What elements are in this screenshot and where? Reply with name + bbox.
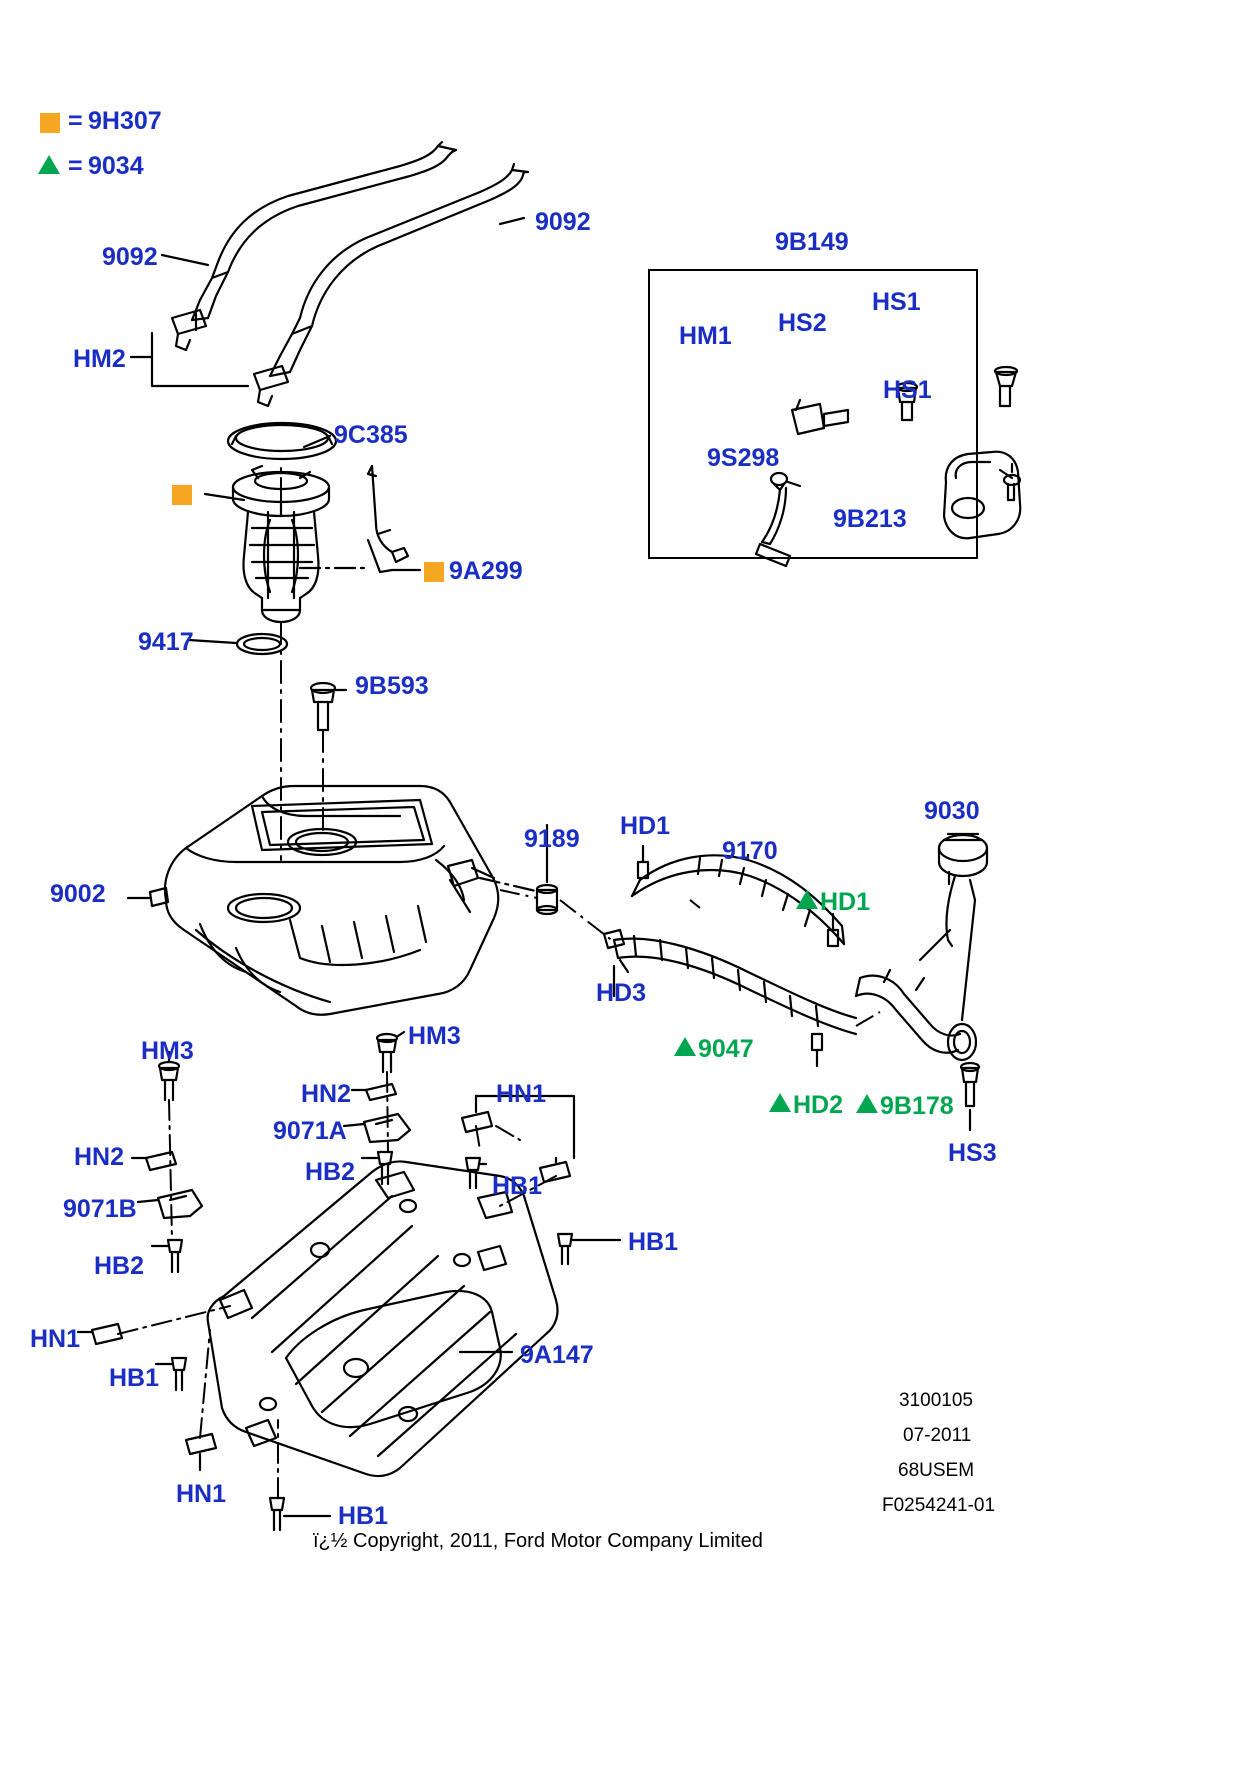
callout-hd1-top: HD1: [620, 812, 671, 840]
legend-triangle-eq: =: [68, 152, 83, 180]
marker-square-9h307-pump: [172, 485, 192, 505]
callout-9170: 9170: [722, 837, 778, 865]
footer-line-1: 3100105: [899, 1390, 973, 1411]
callout-hn2-left: HN2: [74, 1143, 125, 1171]
callout-9b178: 9B178: [880, 1092, 954, 1120]
callout-hb1-upper: HB1: [492, 1172, 543, 1200]
callout-hb1-bottom: HB1: [338, 1502, 389, 1530]
legend-square-eq: =: [68, 107, 83, 135]
callout-hs3: HS3: [948, 1139, 997, 1167]
inset-label-hs1-right: HS1: [883, 376, 932, 404]
callout-9092-left: 9092: [102, 243, 158, 271]
callout-hm2: HM2: [73, 345, 126, 373]
callout-9417: 9417: [138, 628, 194, 656]
inset-label-hm1: HM1: [679, 322, 732, 350]
marker-triangle-9034-hd1: [796, 890, 818, 909]
callout-hb2-right: HB2: [305, 1158, 356, 1186]
callout-9189: 9189: [524, 825, 580, 853]
callout-9002: 9002: [50, 880, 106, 908]
marker-square-9h307-sender: [424, 562, 444, 582]
callout-9047: 9047: [698, 1035, 754, 1063]
legend-triangle-label: 9034: [88, 152, 144, 180]
callout-hn1-bottom: HN1: [176, 1480, 227, 1508]
inset-title-9b149: 9B149: [775, 228, 849, 256]
inset-label-9b213: 9B213: [833, 505, 907, 533]
legend-triangle-swatch: [38, 155, 60, 174]
callout-hm3-left: HM3: [141, 1037, 194, 1065]
legend-square-swatch: [40, 113, 60, 133]
callout-9c385: 9C385: [334, 421, 408, 449]
footer-line-4: F0254241-01: [882, 1495, 996, 1516]
callout-hm3-right: HM3: [408, 1022, 461, 1050]
inset-label-9s298: 9S298: [707, 444, 780, 472]
callout-hn2-right: HN2: [301, 1080, 352, 1108]
callout-hb1-right: HB1: [628, 1228, 679, 1256]
callout-9071b: 9071B: [63, 1195, 137, 1223]
callout-9071a: 9071A: [273, 1117, 347, 1145]
callout-hb2-left: HB2: [94, 1252, 145, 1280]
callout-9a299: 9A299: [449, 557, 523, 585]
legend-square-label: 9H307: [88, 107, 162, 135]
callout-9b593: 9B593: [355, 672, 429, 700]
callout-hd3: HD3: [596, 979, 647, 1007]
inset-label-hs1-top: HS1: [872, 288, 921, 316]
callout-9092-right: 9092: [535, 208, 591, 236]
marker-triangle-9034-9047: [674, 1037, 696, 1056]
marker-triangle-9034-9b178: [856, 1094, 878, 1113]
callout-9a147: 9A147: [520, 1341, 594, 1369]
copyright-text: ï¿½ Copyright, 2011, Ford Motor Company Limited: [313, 1530, 763, 1552]
callout-hn1-left: HN1: [30, 1325, 81, 1353]
footer-line-2: 07-2011: [903, 1425, 972, 1446]
callout-hd2: HD2: [793, 1091, 844, 1119]
inset-label-hs2: HS2: [778, 309, 827, 337]
marker-triangle-9034-hd2: [769, 1093, 791, 1112]
footer-line-3: 68USEM: [898, 1460, 975, 1481]
callout-hd1-lower: HD1: [820, 888, 871, 916]
callout-hb1-left: HB1: [109, 1364, 160, 1392]
callout-hn1-right: HN1: [496, 1080, 547, 1108]
callout-9030: 9030: [924, 797, 980, 825]
